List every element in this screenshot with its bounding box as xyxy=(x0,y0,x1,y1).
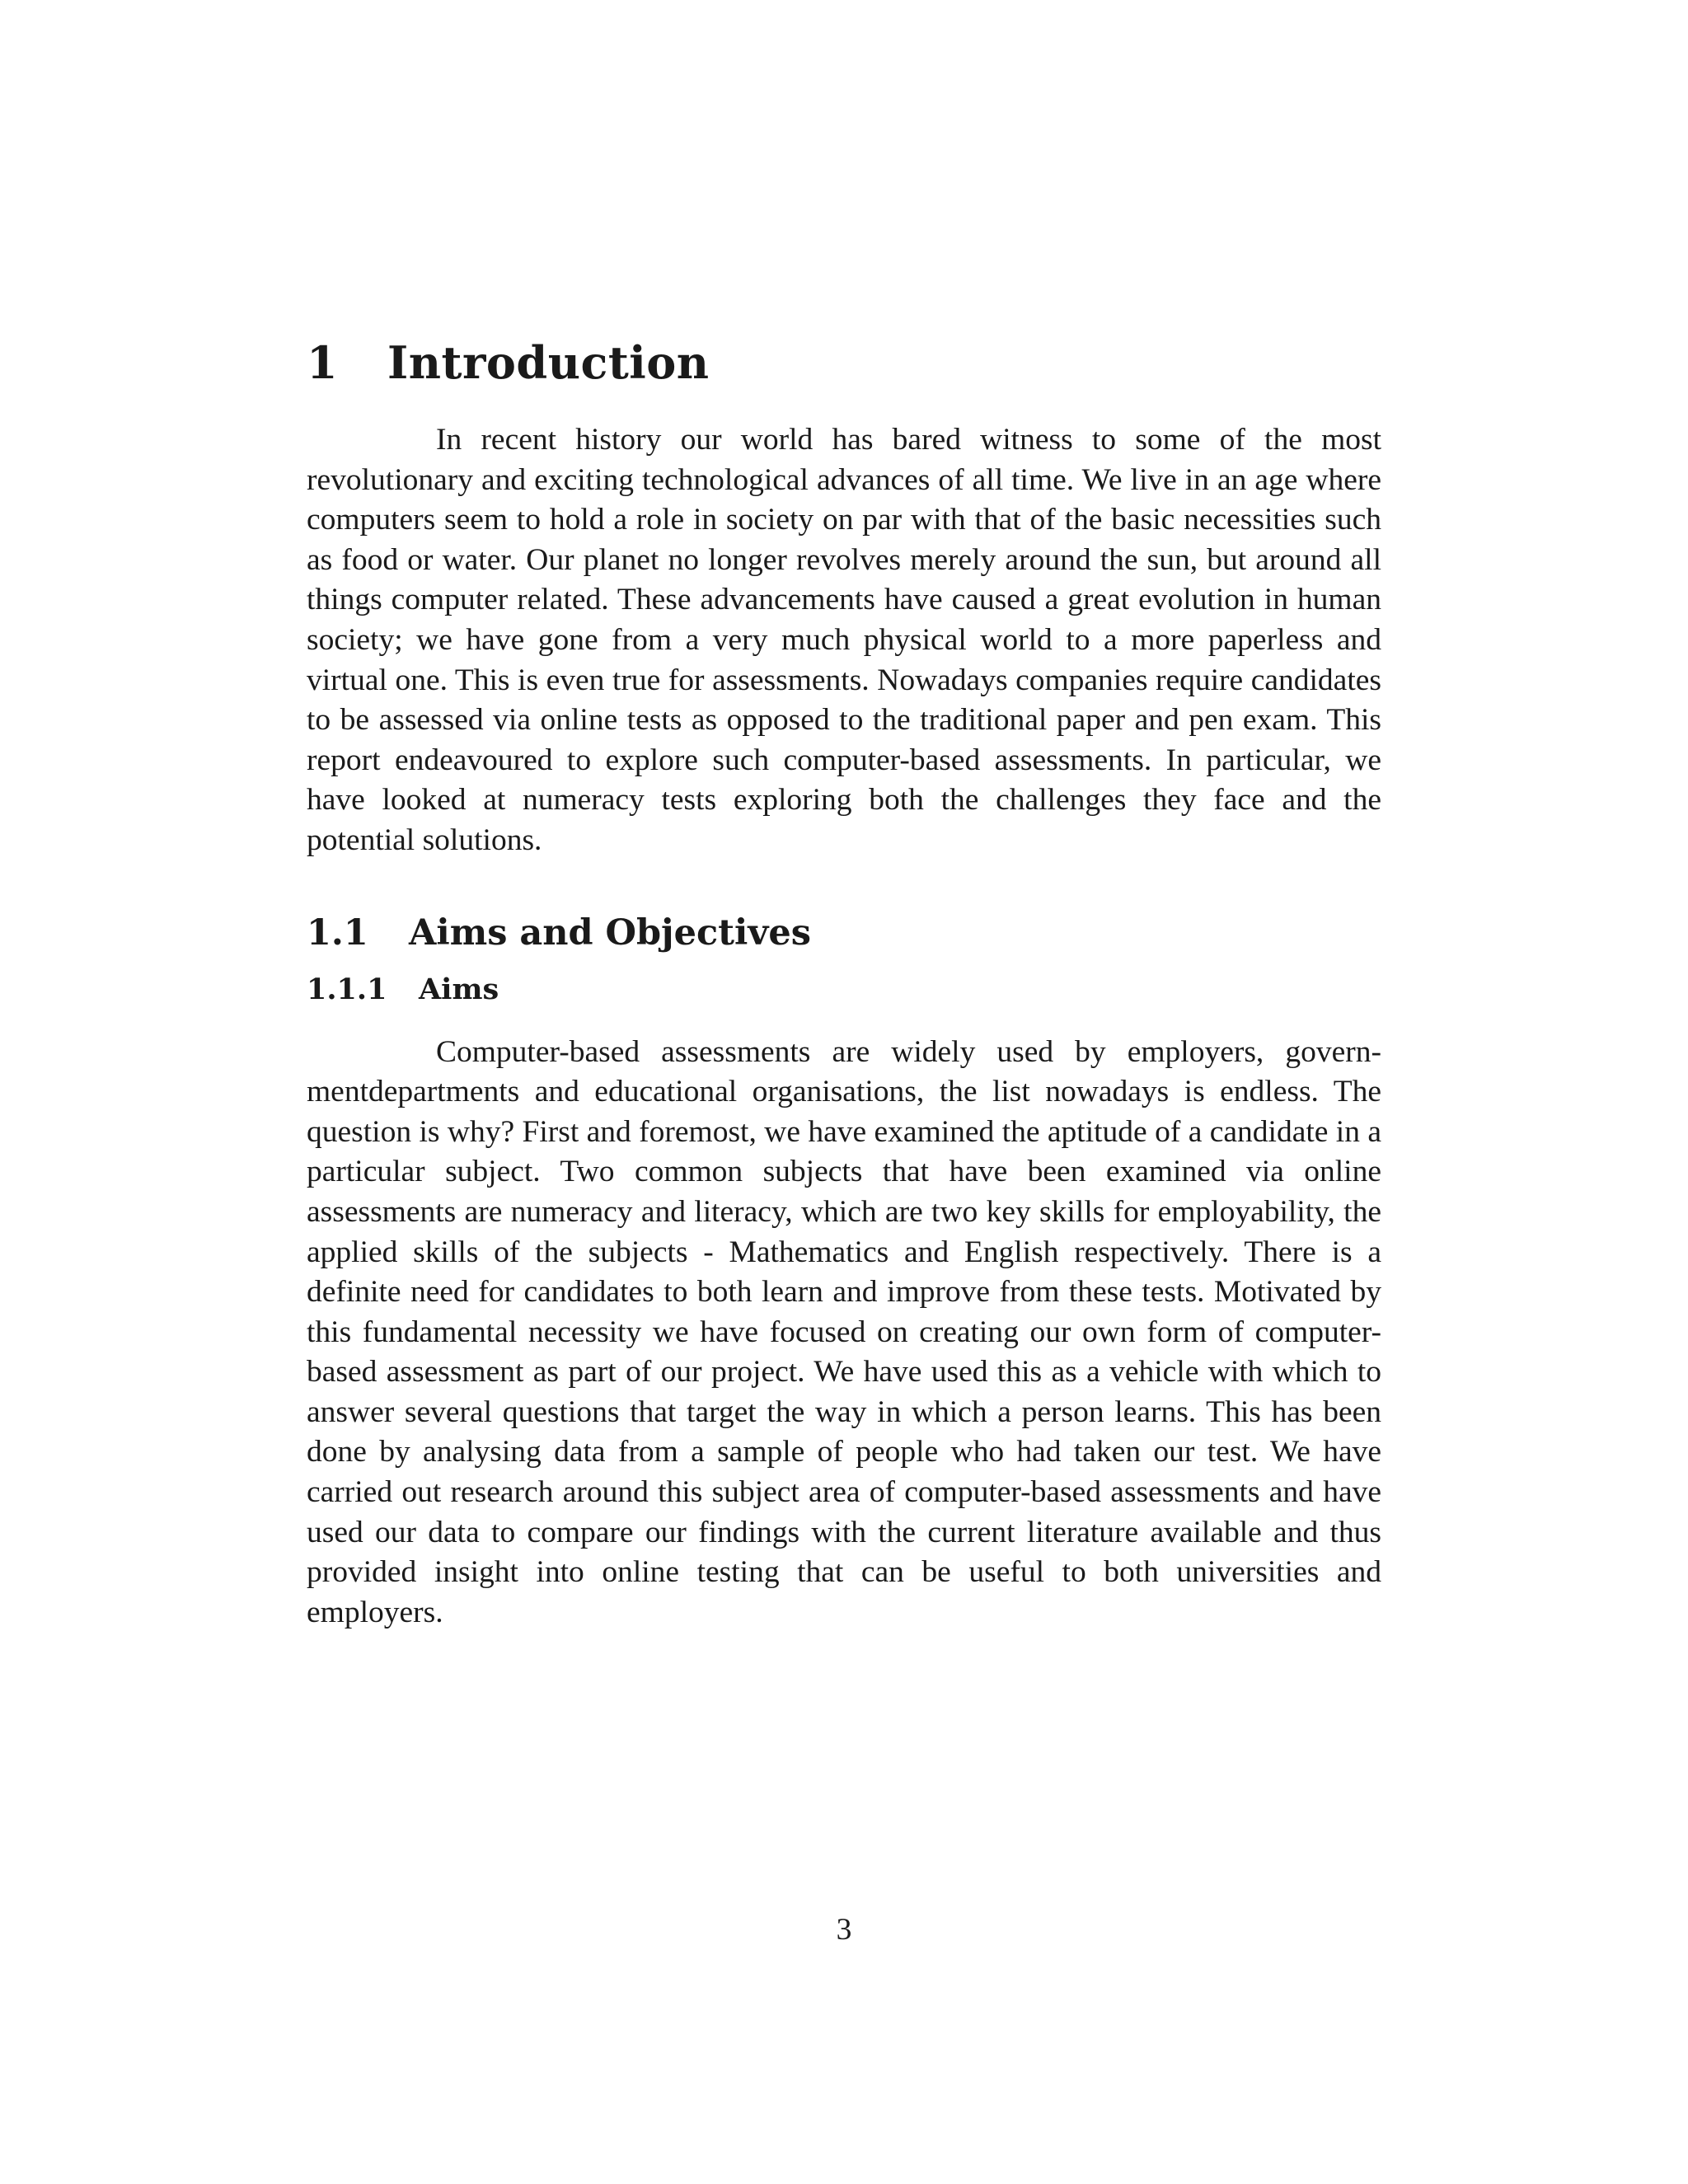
page-number: 3 xyxy=(836,1913,852,1947)
subsection-heading xyxy=(307,909,1381,957)
subsection-title: Aims and Objectives xyxy=(409,912,811,954)
subsubsection-title: Aims xyxy=(419,972,499,1006)
section-title: Introduction xyxy=(387,336,710,389)
subsection-number: 1.1 xyxy=(307,912,368,954)
subsubsection-number: 1.1.1 xyxy=(307,972,387,1006)
subsubsection-heading xyxy=(307,970,1381,1010)
aims-paragraph: Computer-based assessments are widely used by employers, governmentdepartments and educational organisations, the list nowadays is endless. The question is why? First and foremost, we have examined the aptitude of a candidate in a particular subject. Two common subjects that have been examined via online assessments are numeracy and literacy, which are two key skills for employability, the applied skills of the subjects - Mathematics and English respectively. There is a definite need for candidates to both learn and improve from these tests. Motivated by this fundamental necessity we have focused on creating our own form of computer-based assessment as part of our project. We have used this as a vehicle with which to answer several questions that target the way in which a person learns. This has been done by analysing data from a sample of people who had taken our test. We have carried out research around this subject area of computer-based assessments and have used our data to compare our findings with the current literature available and thus provided insight into online testing that can be useful to both universities and employers. xyxy=(307,1034,1381,1629)
section-number: 1 xyxy=(307,336,339,389)
text-block xyxy=(307,334,1381,1633)
section-heading xyxy=(307,334,1381,391)
introduction-paragraph: In recent history our world has bared witness to some of the most revolutionary and exciting technological advances of all time. We live in an age where computers seem to hold a role in society on par with that of the basic necessities such as food or water. Our planet no longer revolves merely around the sun, but around all things computer related. These advancements have caused a great evolution in human society; we have gone from a very much physical world to a more paperless and virtual one. This is even true for assessments. Nowadays companies require candidates to be assessed via online tests as opposed to the traditional paper and pen exam. This report endeavoured to explore such computer-based assessments. In particular, we have looked at numeracy tests exploring both the challenges they face and the potential solutions. xyxy=(307,423,1381,857)
